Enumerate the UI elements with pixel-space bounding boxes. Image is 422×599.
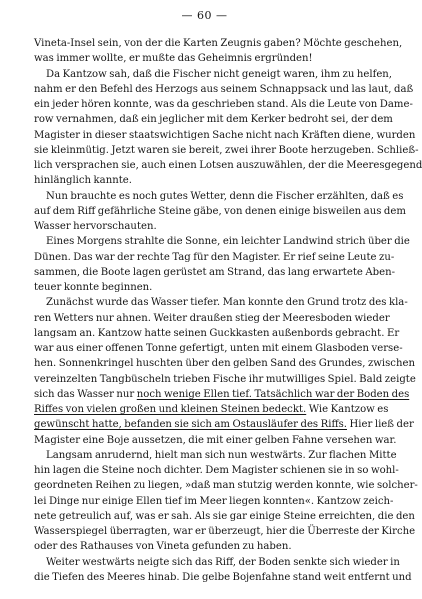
underlined-passage: Riffes von vielen großen und kleinen Steinen bedeckt. <box>34 404 307 415</box>
text-line: was immer wollte, er mußte das Geheimnis ergründen! <box>34 53 313 65</box>
text-line: langsam an. Kantzow hatte seinen Guckkasten außenbords gebracht. Er <box>34 327 400 339</box>
text-line: hin lagen die Steine noch dichter. Dem Magister schienen sie in so wohl- <box>34 465 399 476</box>
text-line: Magister in dieser staatswichtigen Sache nicht nach Kräften diene, wurden <box>34 129 416 141</box>
text-line: Magister eine Boje aussetzen, die mit einer gelben Fahne versehen war. <box>34 434 397 446</box>
text-line: lei Dinge nur einige Ellen tief im Meer liegen konnten«. Kantzow zeich- <box>34 495 394 507</box>
text-line: Riffes von vielen großen und kleinen Steinen bedeckt. Wie Kantzow es <box>34 404 389 415</box>
text-line: nete getreulich auf, was er sah. Als sie gar einige Steine erreichten, die den <box>34 510 415 522</box>
text-line: ren Wetters nur ahnen. Weiter draußen stieg der Meeresboden wieder <box>34 312 390 324</box>
text-line: nahm er den Befehl des Herzogs aus seinem Schnappsack und las laut, daß <box>34 83 414 95</box>
page-number: — 60 — <box>181 9 228 22</box>
text-line: Zunächst wurde das Wasser tiefer. Man konnte den Grund trotz des kla- <box>46 297 408 309</box>
text-line: sich das Wasser nur noch wenige Ellen tief. Tatsächlich war der Boden des <box>34 388 410 400</box>
text-line: auf dem Riff gefährliche Steine gäbe, von denen einige bisweilen aus dem <box>34 205 406 217</box>
text-line: teuer konnte beginnen. <box>34 282 153 293</box>
text-line: Weiter westwärts neigte sich das Riff, der Boden senkte sich wieder in <box>46 556 400 568</box>
text-line: Vineta-Insel sein, von der die Karten Zeugnis gaben? Möchte geschehen, <box>34 38 403 49</box>
text-line: Eines Morgens strahlte die Sonne, ein leichter Landwind strich über die <box>46 236 410 248</box>
underlined-passage: noch wenige Ellen tief. Tatsächlich war der Boden des <box>136 388 410 400</box>
text-line: oder des Rathauses von Vineta gefunden zu haben. <box>34 541 292 553</box>
underlined-passage: gewünscht hatte, befanden sie sich am Ostausläufer des Riffs. <box>34 419 347 431</box>
text-line: lich versprachen sie, auch einen Lotsen auszuwählen, der die Meeresgegend <box>34 160 422 171</box>
text-line: die Tiefen des Meeres hinab. Die gelbe Bojenfahne stand weit entfernt und <box>34 571 412 583</box>
text-line: hinlänglich kannte. <box>34 175 132 187</box>
text-line: war aus einer offenen Tonne gefertigt, unten mit einem Glasboden verse- <box>34 343 403 354</box>
text-line: Dünen. Das war der rechte Tag für den Magister. Er rief seine Leute zu- <box>34 251 395 263</box>
text-line: geordneten Reihen zu liegen, »daß man stutzig werden konnte, wie solcher- <box>34 480 418 492</box>
text-line: row vernahmen, daß ein jeglicher mit dem Kerker bedroht sei, der dem <box>34 114 393 126</box>
text-line: Nun brauchte es noch gutes Wetter, denn die Fischer erzählten, daß es <box>46 190 404 202</box>
text-line: vereinzelten Tangbüscheln trieben Fische ihr mutwilliges Spiel. Bald zeigte <box>34 373 416 385</box>
text-line: ein jeder hören konnte, was da geschrieben stand. Als die Leute von Dame- <box>34 99 413 110</box>
text-line: sammen, die Boote lagen gerüstet am Strand, das lang erwartete Aben- <box>34 266 395 278</box>
text-line: hen. Sonnenkringel huschten über den gelben Sand des Grundes, zwischen <box>34 358 415 370</box>
text-line: Wasser hervorschauten. <box>34 221 157 232</box>
text-line: Da Kantzow sah, daß die Fischer nicht geneigt waren, ihm zu helfen, <box>46 68 393 80</box>
text-line: sie kleinmütig. Jetzt waren sie bereit, zwei ihrer Boote herzugeben. Schließ- <box>34 144 419 156</box>
text-line: Langsam anrudernd, hielt man sich nun westwärts. Zur flachen Mitte <box>46 449 397 461</box>
text-line: gewünscht hatte, befanden sie sich am Ostausläufer des Riffs. Hier ließ der <box>34 419 414 431</box>
text-line: Wasserspiegel überragten, war er überzeugt, hier die Überreste der Kirche <box>34 526 416 537</box>
